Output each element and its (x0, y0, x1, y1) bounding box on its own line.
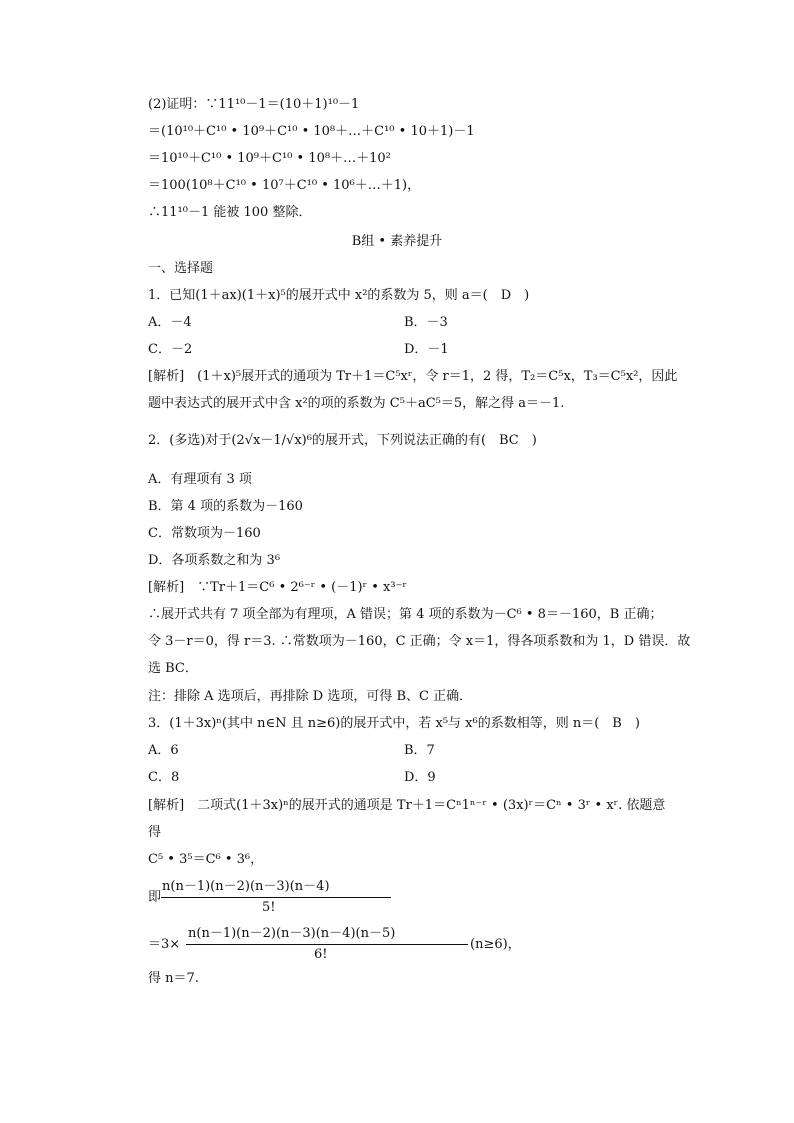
q3-result: 得 n＝7. (148, 971, 199, 986)
section-title: B组 • 素养提升 (351, 234, 443, 249)
q1-option-d: D．－1 (404, 342, 449, 357)
q3-analysis-1: [解析] 二项式(1＋3x)ⁿ的展开式的通项是 Tr＋1＝Cⁿ1ⁿ⁻ʳ • (3x)ʳ＝Cⁿ • 3ʳ • xʳ. 依题意 (148, 798, 666, 813)
q1-option-b: B．－3 (404, 315, 448, 330)
q3-equation-3-denominator: 6! (314, 947, 328, 962)
q1-analysis-2: 题中表达式的展开式中含 x²的项的系数为 C⁵＋aC⁵＝5，解之得 a＝－1. (148, 396, 565, 411)
q3-option-d: D．9 (404, 770, 436, 785)
q2-stem-expression: (2√x－1/√x)⁶ (231, 433, 312, 448)
q3-equation-2-prefix: 即 (148, 890, 162, 905)
q3-equation-2-fraction-bar (161, 897, 391, 898)
q3-option-a: A．6 (148, 743, 179, 758)
q1-stem: 1．已知(1＋ax)(1＋x)⁵的展开式中 x²的系数为 5，则 a＝( D ) (148, 288, 530, 303)
q3-equation-3-suffix: (n≥6)， (470, 937, 521, 952)
q2-analysis-2: ∴展开式共有 7 项全部为有理项，A 错误；第 4 项的系数为－C⁶ • 8＝－160，B 正确； (148, 607, 663, 622)
q3-option-b: B．7 (404, 743, 435, 758)
q1-option-c: C．－2 (148, 342, 193, 357)
q1-analysis-1: [解析] (1＋x)⁵展开式的通项为 Tr＋1＝C⁵xʳ，令 r＝1，2 得，T₂＝C⁵x，T₃＝C⁵x²，因此 (148, 369, 678, 384)
q2-analysis-1: [解析] ∵Tr＋1＝C⁶ • 2⁶⁻ʳ • (－1)ʳ • x³⁻ʳ (148, 580, 407, 595)
q2-analysis-3: 令 3－r＝0，得 r＝3. ∴常数项为－160，C 正确；令 x＝1，得各项系数和为 1，D 错误．故 (148, 634, 691, 649)
proof-line-2: ＝(10¹⁰＋C¹⁰ • 10⁹＋C¹⁰ • 10⁸＋…＋C¹⁰ • 10＋1)－1 (148, 124, 475, 139)
proof-line-5: ∴11¹⁰－1 能被 100 整除． (148, 205, 312, 220)
q2-note: 注：排除 A 选项后，再排除 D 选项，可得 B、C 正确． (148, 689, 473, 704)
part-title: 一、选择题 (148, 261, 214, 276)
q2-stem-prefix: 2．(多选)对于 (148, 433, 232, 448)
q3-option-c: C．8 (148, 770, 180, 785)
q3-equation-2-numerator: n(n－1)(n－2)(n－3)(n－4) (162, 879, 330, 894)
q3-equation-3-prefix: ＝3× (148, 937, 181, 952)
q2-analysis-4: 选 BC． (148, 661, 198, 676)
q3-equation-3-numerator: n(n－1)(n－2)(n－3)(n－4)(n－5) (188, 926, 396, 941)
q2-option-a: A．有理项有 3 项 (148, 472, 252, 487)
q3-equation-3-fraction-bar (186, 944, 468, 945)
q2-stem (148, 432, 537, 450)
q2-stem-suffix: 的展开式，下列说法正确的有( BC ) (311, 433, 537, 448)
q3-equation-1: C⁵ • 3⁵＝C⁶ • 3⁶， (148, 852, 264, 867)
q3-equation-2-denominator: 5! (262, 900, 276, 915)
q2-option-b: B．第 4 项的系数为－160 (148, 499, 303, 514)
q1-option-a: A．－4 (148, 315, 192, 330)
q3-stem: 3．(1＋3x)ⁿ(其中 n∈N 且 n≥6)的展开式中，若 x⁵与 x⁶的系数相等，则 n＝( B ) (148, 716, 640, 731)
proof-line-3: ＝10¹⁰＋C¹⁰ • 10⁹＋C¹⁰ • 10⁸＋…＋10² (148, 151, 391, 166)
proof-line-4: ＝100(10⁸＋C¹⁰ • 10⁷＋C¹⁰ • 10⁶＋…＋1)， (148, 178, 421, 193)
q2-option-d: D．各项系数之和为 3⁶ (148, 553, 281, 568)
q3-analysis-2: 得 (148, 825, 162, 840)
q2-option-c: C．常数项为－160 (148, 526, 261, 541)
proof-line-1: (2)证明：∵11¹⁰－1＝(10＋1)¹⁰－1 (148, 97, 360, 112)
